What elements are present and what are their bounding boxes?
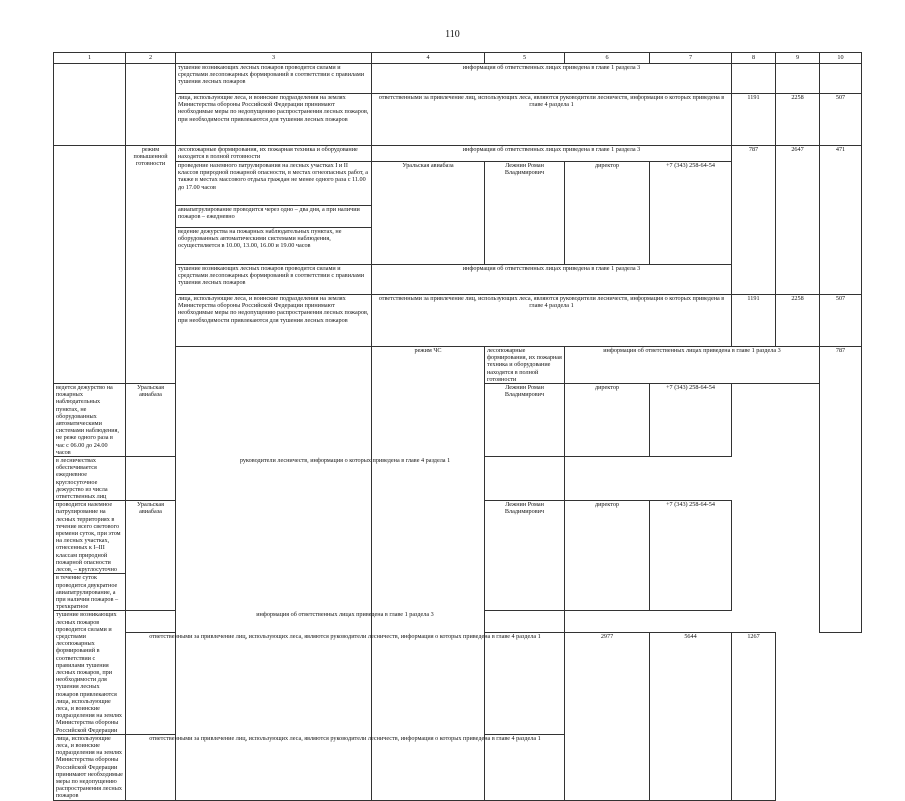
measure-cell: в лесничествах обеспечивается ежедневное круглосуточное дежурство из числа ответственных лиц — [54, 457, 126, 501]
measure-cell: лица, использующие леса, и воинские подразделения на землях Министерства обороны Российской Федерации принимают необходимые меры по недопущению распространения лесных пожаров, при необходимости привлекаются для тушения лесных пожаров — [176, 295, 372, 347]
number-cell: 787 — [732, 146, 776, 295]
measure-cell: ведется дежурство на пожарных наблюдательных пунктах, не оборудованных автоматическими системами наблюдения, не реже одного раза в час с 06.00 до 24.00 часов — [54, 384, 126, 457]
contact-name: Лежнин Роман Владимирович — [485, 384, 565, 457]
number-cell: 471 — [820, 146, 862, 295]
info-cell: ответственными за привлечение лиц, использующих леса, являются руководители лесничеств, информация о которых приведена в главе 4 раздела 1 — [126, 734, 565, 800]
measure-cell: тушение возникающих лесных пожаров проводится силами и средствами лесопожарных формирований в соответствии с правилами тушения лесных пожаров — [176, 265, 372, 295]
page-number: 110 — [445, 29, 460, 40]
contact-name: Лежнин Роман Владимирович — [485, 501, 565, 611]
table-row — [54, 64, 862, 94]
measure-cell: лица, использующие леса, и воинские подразделения на землях Министерства обороны Российской Федерации принимают необходимые меры по недопущению распространения лесных пожаров — [54, 734, 126, 800]
measure-cell: проводится наземное патрулирование на лесных территориях в течение всего светового времени суток, при этом на лесных участках, отнесенных к I–III классам природной пожарной опасности лесов, – круглосуточно — [54, 501, 126, 574]
info-cell: информация об ответственных лицах приведена в главе 1 раздела 3 — [372, 64, 732, 94]
measure-cell: тушение возникающих лесных пожаров проводится силами и средствами лесопожарных формирований в соответствии с правилами тушения лесных пожаров, при необходимости для тушения лесных пожаров привлекаются лица, использующие леса, и воинские подразделения на землях Министерства обороны Российской Федерации — [54, 611, 126, 734]
number-cell: 2258 — [776, 94, 820, 146]
contact-phone: +7 (343) 258-64-54 — [650, 162, 732, 265]
measure-cell: лесопожарные формирования, их пожарная техника и оборудование находятся в полной готовности — [176, 146, 372, 162]
header-cell: 5 — [485, 53, 565, 64]
contact-name: Лежнин Роман Владимирович — [485, 162, 565, 265]
info-cell: информация об ответственных лицах приведена в главе 1 раздела 3 — [126, 611, 565, 633]
number-cell: 507 — [820, 295, 862, 347]
header-cell: 2 — [126, 53, 176, 64]
info-cell: информация об ответственных лицах приведена в главе 1 раздела 3 — [372, 146, 732, 162]
measure-cell: авиапатрулирование проводится через одно – два дня, а при наличии пожаров – ежедневно — [176, 206, 372, 228]
regime-name: режим ЧС — [372, 347, 485, 801]
info-cell: ответственными за привлечение лиц, использующих леса, являются руководители лесничеств, информация о которых приведена в главе 4 раздела 1 — [372, 94, 732, 146]
contact-org: Уральская авиабаза — [126, 384, 176, 457]
measure-cell: проведение наземного патрулирования на лесных участках I и II классов природной пожарной опасности, в местах огнеопасных работ, а также в местах массового отдыха граждан не менее одного раза с 11.00 до 17.00 часов — [176, 162, 372, 206]
regime-cell — [54, 64, 126, 146]
number-cell: 1191 — [732, 94, 776, 146]
number-cell: 1267 — [732, 633, 776, 800]
header-cell: 9 — [776, 53, 820, 64]
table-row — [54, 633, 862, 734]
contact-org: Уральская авиабаза — [372, 162, 485, 265]
number-cell — [776, 64, 820, 94]
info-cell: руководители лесничеств, информация о которых приведена в главе 4 раздела 1 — [126, 457, 565, 501]
header-cell: 7 — [650, 53, 732, 64]
info-cell: информация об ответственных лицах приведена в главе 1 раздела 3 — [565, 347, 820, 384]
contact-position: директор — [565, 384, 650, 457]
number-cell: 2977 — [565, 633, 650, 800]
info-cell: информация об ответственных лицах приведена в главе 1 раздела 3 — [372, 265, 732, 295]
response-measures-table — [53, 52, 862, 801]
number-cell — [732, 64, 776, 94]
measure-cell: лица, использующие леса, и воинские подразделения на землях Министерства обороны Российской Федерации принимают необходимые меры по недопущению распространения лесных пожаров, при необходимости привлекаются для тушения лесных пожаров — [176, 94, 372, 146]
contact-position: директор — [565, 501, 650, 611]
table-row — [54, 457, 862, 501]
contact-position: директор — [565, 162, 650, 265]
number-cell — [820, 64, 862, 94]
regime-cell — [126, 64, 176, 146]
regime-cell — [54, 146, 126, 384]
measure-cell: лесопожарные формирования, их пожарная техника и оборудование находятся в полной готовности — [485, 347, 565, 384]
number-cell: 2647 — [776, 146, 820, 295]
header-cell: 3 — [176, 53, 372, 64]
number-cell: 507 — [820, 94, 862, 146]
measure-cell: тушение возникающих лесных пожаров проводится силами и средствами лесопожарных формирований в соответствии с правилами тушения лесных пожаров — [176, 64, 372, 94]
contact-org: Уральская авиабаза — [126, 501, 176, 611]
contact-phone: +7 (343) 258-64-54 — [650, 501, 732, 611]
table-row — [54, 94, 862, 146]
header-cell: 1 — [54, 53, 126, 64]
number-cell: 1191 — [732, 295, 776, 347]
info-cell: ответственными за привлечение лиц, использующих леса, являются руководители лесничеств, информация о которых приведена в главе 4 раздела 1 — [126, 633, 565, 734]
header-cell: 8 — [732, 53, 776, 64]
header-cell: 6 — [565, 53, 650, 64]
number-cell: 5644 — [650, 633, 732, 800]
table-row — [54, 611, 862, 633]
number-cell: 2258 — [776, 295, 820, 347]
contact-phone: +7 (343) 258-64-54 — [650, 384, 732, 457]
table-row — [54, 146, 862, 162]
header-cell: 10 — [820, 53, 862, 64]
header-cell: 4 — [372, 53, 485, 64]
header-row — [54, 53, 862, 64]
table-row — [54, 295, 862, 347]
info-cell: ответственными за привлечение лиц, использующих леса, являются руководители лесничеств, информация о которых приведена в главе 4 раздела 1 — [372, 295, 732, 347]
measure-cell: в течение суток проводится двукратное авиапатрулирование, а при наличии пожаров – трехкратное — [54, 574, 126, 611]
table-row — [54, 347, 862, 384]
number-cell: 787 — [820, 347, 862, 633]
regime-name: режим повышенной готовности — [126, 146, 176, 384]
measure-cell: ведение дежурства на пожарных наблюдательных пунктах, не оборудованных автоматическими системами наблюдения, осуществляется в 10.00, 13.00, 16.00 и 19.00 часов — [176, 228, 372, 265]
